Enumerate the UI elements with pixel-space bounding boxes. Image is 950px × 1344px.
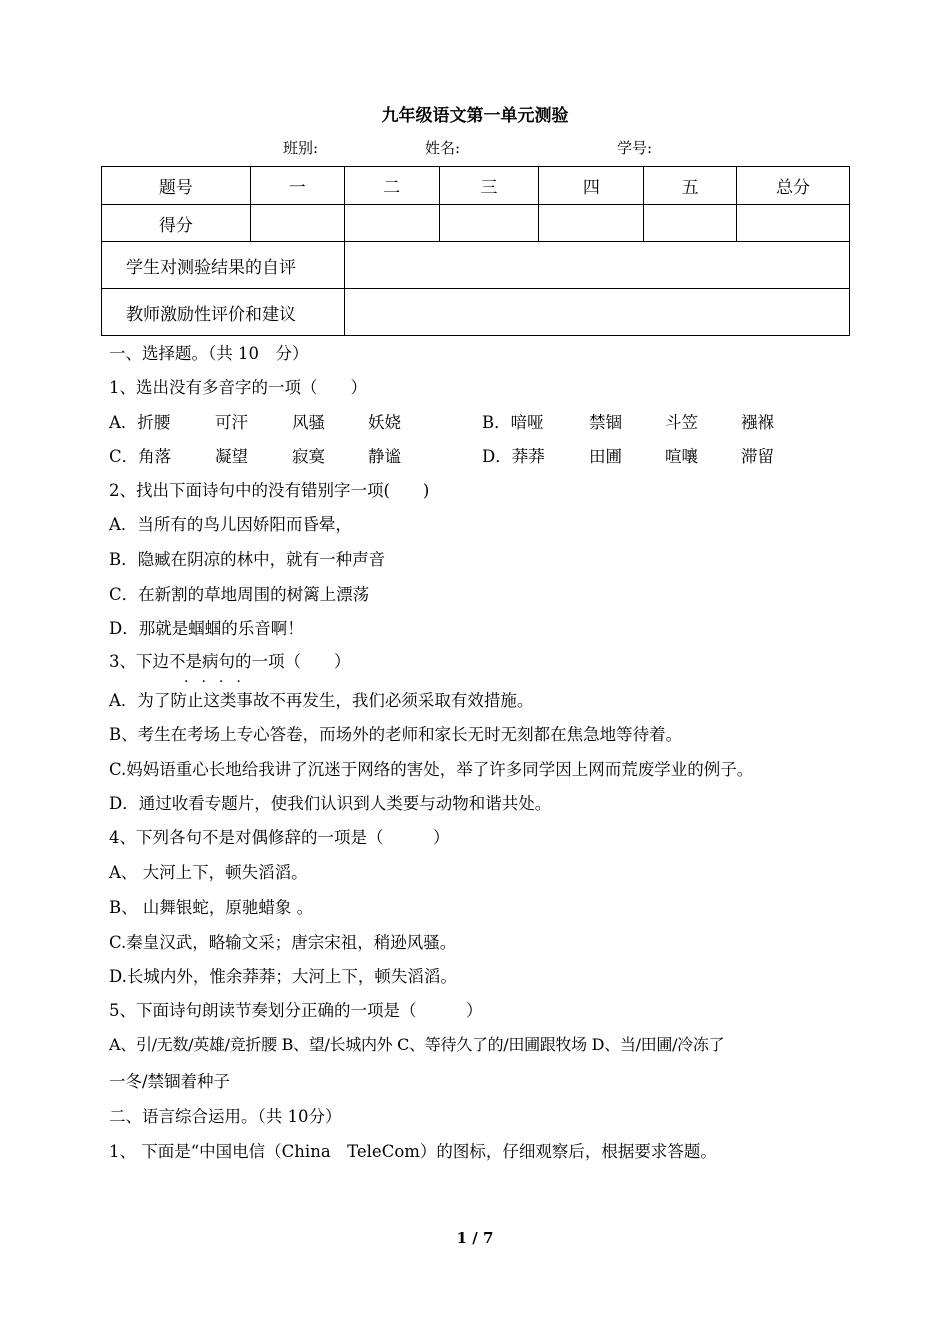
option-text: 静谧 [368, 447, 401, 466]
option-text: B、考生在考场上专心答卷，而场外的老师和家长无时无刻都在焦急地等待着。 [109, 725, 683, 744]
question-stem: 3、下边不是病句的一项（ ） [109, 652, 351, 671]
header-cell: 五 [644, 167, 737, 205]
score-cell[interactable] [737, 205, 850, 242]
student-id-label: 学号: [617, 139, 653, 157]
option-text: 一冬/禁锢着种子 [109, 1072, 231, 1091]
option-text: 斗笠 [665, 413, 698, 432]
option-text: A．为了防止这类事故不再发生，我们必须采取有效措施。 [109, 691, 534, 710]
option-text: C．在新割的草地周围的树篱上漂荡 [109, 585, 370, 604]
header-cell: 总分 [737, 167, 850, 205]
option-text: C.妈妈语重心长地给我讲了沉迷于网络的害处，举了许多同学因上网而荒废学业的例子。 [109, 760, 754, 779]
score-row [102, 205, 850, 242]
option-text: A．折腰 [109, 413, 171, 432]
header-cell: 三 [439, 167, 539, 205]
option-text: A、 大河上下，顿失滔滔。 [109, 863, 308, 882]
option-text: B、 山舞银蛇，原驰蜡象 。 [109, 898, 314, 917]
self-eval-row [102, 242, 850, 289]
option-text: 可汗 [215, 413, 248, 432]
score-cell[interactable] [644, 205, 737, 242]
self-eval-cell[interactable] [344, 242, 849, 289]
teacher-eval-cell[interactable] [344, 289, 849, 336]
option-text: 滞留 [741, 447, 774, 466]
option-text: D．通过收看专题片，使我们认识到人类要与动物和谐共处。 [109, 794, 552, 813]
option-text: 凝望 [215, 447, 248, 466]
option-text: D.长城内外，惟余莽莽；大河上下，顿失滔滔。 [109, 967, 457, 986]
page-title: 九年级语文第一单元测验 [381, 106, 569, 126]
option-text: A．当所有的鸟儿因娇阳而昏晕， [109, 515, 352, 534]
name-label: 姓名: [425, 139, 461, 157]
self-eval-label: 学生对测验结果的自评 [102, 242, 345, 289]
score-table [101, 166, 850, 336]
option-text: 喧嚷 [665, 447, 698, 466]
emphasis-dots: ···· [184, 674, 254, 690]
header-cell: 一 [250, 167, 344, 205]
section-heading: 一、选择题。（共 10 分） [109, 344, 309, 363]
header-cell: 四 [539, 167, 644, 205]
question-stem: 1、选出没有多音字的一项（ ） [109, 378, 367, 397]
header-cell: 二 [344, 167, 439, 205]
option-text: 禁锢 [589, 413, 622, 432]
option-text: B．隐臧在阴凉的林中，就有一种声音 [109, 550, 386, 569]
option-text: 妖娆 [368, 413, 401, 432]
score-label: 得分 [102, 205, 251, 242]
score-table-header-row [102, 167, 850, 205]
option-text: D．莽莽 [482, 447, 545, 466]
option-text: 寂寞 [292, 447, 325, 466]
option-text: C.秦皇汉武，略输文采；唐宗宋祖，稍逊风骚。 [109, 933, 457, 952]
option-text: D．那就是蝈蝈的乐音啊！ [109, 619, 304, 638]
question-stem: 1、 下面是“中国电信（China TeleCom）的图标，仔细观察后，根据要求答题。 [109, 1142, 717, 1161]
score-cell[interactable] [539, 205, 644, 242]
score-cell[interactable] [250, 205, 344, 242]
option-text: C．角落 [109, 447, 172, 466]
option-text: A、引/无数/英雄/竞折腰 B、望/长城内外 C、等待久了的/田圃跟牧场 D、当/田圃/冷冻了 [109, 1035, 725, 1054]
option-text: 风骚 [292, 413, 325, 432]
class-label: 班别: [283, 139, 319, 157]
question-stem: 2、找出下面诗句中的没有错别字一项( ) [109, 481, 430, 500]
score-cell[interactable] [439, 205, 539, 242]
page-number: 1 / 7 [456, 1229, 494, 1247]
header-cell: 题号 [102, 167, 251, 205]
question-stem: 4、下列各句不是对偶修辞的一项是（ ） [109, 828, 450, 847]
option-text: B．喑哑 [482, 413, 544, 432]
question-stem: 5、下面诗句朗读节奏划分正确的一项是（ ） [109, 1001, 483, 1020]
option-text: 襁褓 [741, 413, 774, 432]
teacher-eval-label: 教师激励性评价和建议 [102, 289, 345, 336]
section-heading: 二、语言综合运用。（共 10分） [109, 1107, 342, 1126]
option-text: 田圃 [589, 447, 622, 466]
teacher-eval-row [102, 289, 850, 336]
score-cell[interactable] [344, 205, 439, 242]
